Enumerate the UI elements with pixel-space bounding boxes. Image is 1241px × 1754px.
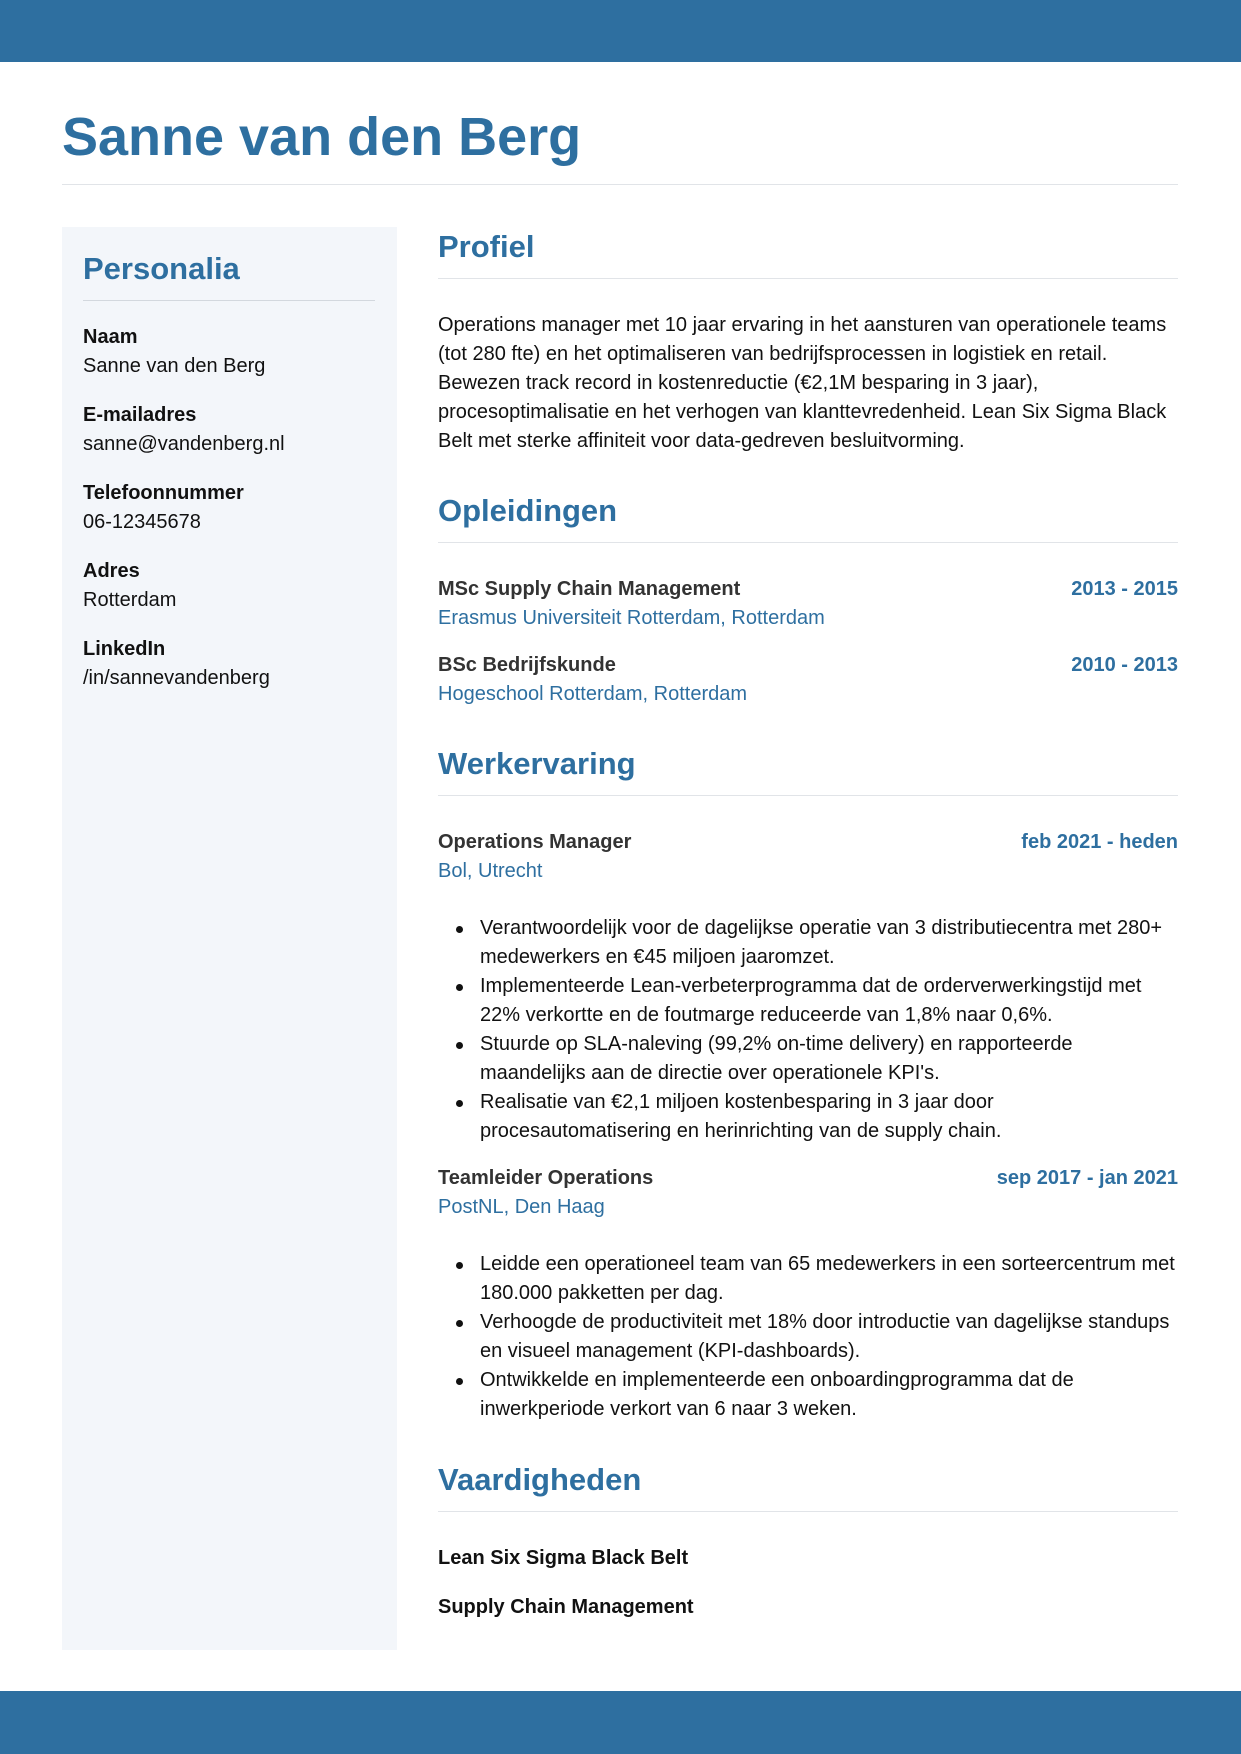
bullet-text: Leidde een operationeel team van 65 medewerkers in een sorteercentrum met 180.000 pakketten per dag.	[480, 1253, 1175, 1304]
field-name	[83, 323, 375, 381]
skill-item: Supply Chain Management	[438, 1596, 694, 1618]
bullet-icon	[456, 926, 463, 933]
field-linkedin	[83, 635, 375, 693]
entry-company: Bol, Utrecht	[438, 860, 543, 882]
entry-title: MSc Supply Chain Management	[438, 578, 741, 600]
main-content	[438, 225, 1178, 1642]
field-value: Sanne van den Berg	[83, 355, 266, 377]
title-divider	[62, 184, 1178, 185]
bullet-icon	[456, 1378, 463, 1385]
bullet-item	[480, 1250, 1178, 1308]
bullet-text: Verhoogde de productiviteit met 18% door introductie van dagelijkse standups en visueel management (KPI-dashboards).	[480, 1311, 1170, 1362]
section-divider	[438, 1511, 1178, 1512]
field-label: Naam	[83, 326, 138, 348]
field-value: 06-12345678	[83, 511, 201, 533]
section-heading: Opleidingen	[438, 493, 618, 528]
email-link[interactable]: sanne@vandenberg.nl	[83, 433, 285, 455]
experience-entry	[438, 828, 1178, 1146]
skills-section	[438, 1458, 1178, 1622]
bullet-list	[438, 1250, 1178, 1424]
entry-date: 2013 - 2015	[1071, 578, 1178, 600]
section-heading: Profiel	[438, 229, 535, 264]
bullet-item	[480, 1366, 1178, 1424]
entry-institution: Hogeschool Rotterdam, Rotterdam	[438, 683, 748, 705]
bullet-list	[438, 914, 1178, 1146]
education-entry	[438, 651, 1178, 709]
entry-date: feb 2021 - heden	[1021, 831, 1178, 853]
field-label: Telefoonnummer	[83, 482, 244, 504]
personalia-heading: Personalia	[83, 251, 240, 286]
entry-company: PostNL, Den Haag	[438, 1196, 605, 1218]
education-entry	[438, 575, 1178, 633]
section-heading: Werkervaring	[438, 746, 636, 781]
bullet-text: Implementeerde Lean-verbeterprogramma dat de orderverwerkingstijd met 22% verkortte en de foutmarge reduceerde van 1,8% naar 0,6%.	[480, 975, 1142, 1026]
field-address	[83, 557, 375, 615]
bullet-item	[480, 1030, 1178, 1088]
page-title: Sanne van den Berg	[62, 107, 582, 167]
section-divider	[438, 278, 1178, 279]
experience-section	[438, 742, 1178, 1424]
field-label: Adres	[83, 560, 140, 582]
field-email	[83, 401, 375, 459]
top-accent-bar	[0, 0, 1241, 62]
bullet-item	[480, 972, 1178, 1030]
section-divider	[438, 795, 1178, 796]
bullet-text: Realisatie van €2,1 miljoen kostenbesparing in 3 jaar door procesautomatisering en herinrichting van de supply chain.	[480, 1091, 1002, 1142]
skill-item: Lean Six Sigma Black Belt	[438, 1547, 689, 1569]
bullet-text: Stuurde op SLA-naleving (99,2% on-time delivery) en rapporteerde maandelijks aan de directie over operationele KPI's.	[480, 1033, 1073, 1084]
field-label: E-mailadres	[83, 404, 197, 426]
field-label: LinkedIn	[83, 638, 166, 660]
field-phone	[83, 479, 375, 537]
section-heading: Vaardigheden	[438, 1462, 642, 1497]
entry-institution: Erasmus Universiteit Rotterdam, Rotterdam	[438, 607, 825, 629]
section-divider	[438, 542, 1178, 543]
bullet-icon	[456, 1042, 463, 1049]
bullet-text: Verantwoordelijk voor de dagelijkse operatie van 3 distributiecentra met 280+ medewerkers en €45 miljoen jaaromzet.	[480, 917, 1163, 968]
profile-section	[438, 225, 1178, 456]
entry-title: Teamleider Operations	[438, 1167, 654, 1189]
personalia-sidebar	[62, 227, 397, 1650]
bullet-icon	[456, 984, 463, 991]
entry-title: BSc Bedrijfskunde	[438, 654, 616, 676]
bullet-item	[480, 1308, 1178, 1366]
linkedin-link[interactable]: /in/sannevandenberg	[83, 667, 270, 689]
bullet-icon	[456, 1320, 463, 1327]
bottom-accent-bar	[0, 1691, 1241, 1754]
bullet-icon	[456, 1262, 463, 1269]
entry-date: 2010 - 2013	[1071, 654, 1178, 676]
entry-title: Operations Manager	[438, 831, 632, 853]
education-section	[438, 489, 1178, 709]
profile-text: Operations manager met 10 jaar ervaring in het aansturen van operationele teams (tot 280 fte) en het optimaliseren van bedrijfsprocessen in logistiek en retail. Bewezen track record in kostenreductie (€2,1M besparing in 3 jaar), procesoptimalisatie en het verhogen van klanttevredenheid. Lean Six Sigma Black Belt met sterke affiniteit voor data-gedreven besluitvorming.	[438, 314, 1167, 452]
entry-date: sep 2017 - jan 2021	[996, 1167, 1178, 1189]
experience-entry	[438, 1164, 1178, 1424]
bullet-icon	[456, 1100, 463, 1107]
bullet-text: Ontwikkelde en implementeerde een onboardingprogramma dat de inwerkperiode verkort van 6 naar 3 weken.	[480, 1369, 1074, 1420]
field-value: Rotterdam	[83, 589, 177, 611]
personalia-divider	[83, 300, 375, 301]
bullet-item	[480, 914, 1178, 972]
bullet-item	[480, 1088, 1178, 1146]
